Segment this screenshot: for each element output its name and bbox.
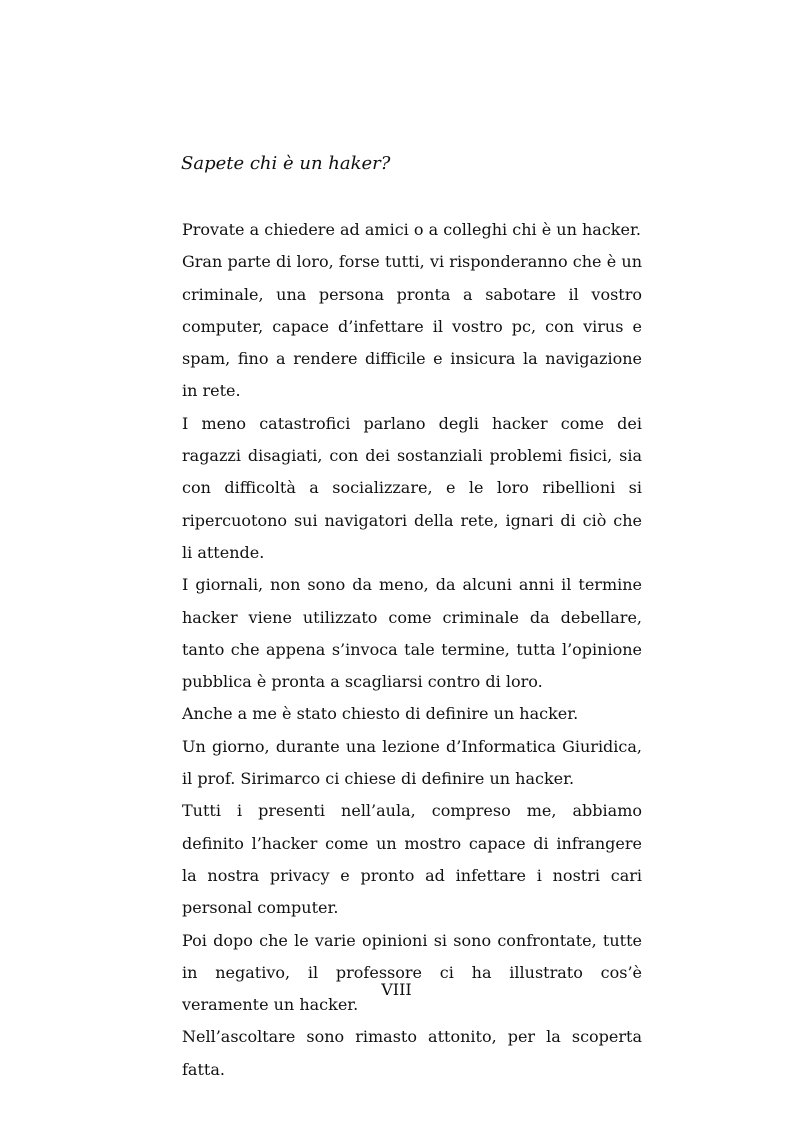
paragraph: Gran parte di loro, forse tutti, vi risponderanno che è un criminale, una persona pronta a sabotare il vostro computer, capace d’infettare il vostro pc, con virus e spam, fino a rendere difficile e insicura la navigazione in rete. <box>182 252 642 401</box>
section-title: Sapete chi è un haker? <box>181 153 391 174</box>
paragraph: I giornali, non sono da meno, da alcuni anni il termine hacker viene utilizzato come criminale da debellare, tanto che appena s’invoca tale termine, tutta l’opinione pubblica è pronta a scagliarsi contro di loro. <box>182 575 642 692</box>
paragraph: Provate a chiedere ad amici o a colleghi chi è un hacker. <box>182 220 641 239</box>
paragraph: Poi dopo che le varie opinioni si sono confrontate, tutte in negativo, il professore ci ha illustrato cos’è veramente un hacker. <box>182 930 642 1015</box>
body-text <box>182 214 642 1086</box>
paragraph: I meno catastrofici parlano degli hacker come dei ragazzi disagiati, con dei sostanziali problemi fisici, sia con difficoltà a socializzare, e le loro ribellioni si ripercuotono sui navigatori della rete, ignari di ciò che li attende. <box>182 413 642 562</box>
page-number: VIII <box>381 980 412 999</box>
paragraph: Nell’ascoltare sono rimasto attonito, per la scoperta fatta. <box>182 1027 642 1079</box>
paragraph: Un giorno, durante una lezione d’Informatica Giuridica, il prof. Sirimarco ci chiese di definire un hacker. <box>182 736 642 789</box>
paragraph: Tutti i presenti nell’aula, compreso me, abbiamo definito l’hacker come un mostro capace di infrangere la nostra privacy e pronto ad infettare i nostri cari personal computer. <box>182 801 642 918</box>
paragraph: Anche a me è stato chiesto di definire un hacker. <box>182 704 579 724</box>
